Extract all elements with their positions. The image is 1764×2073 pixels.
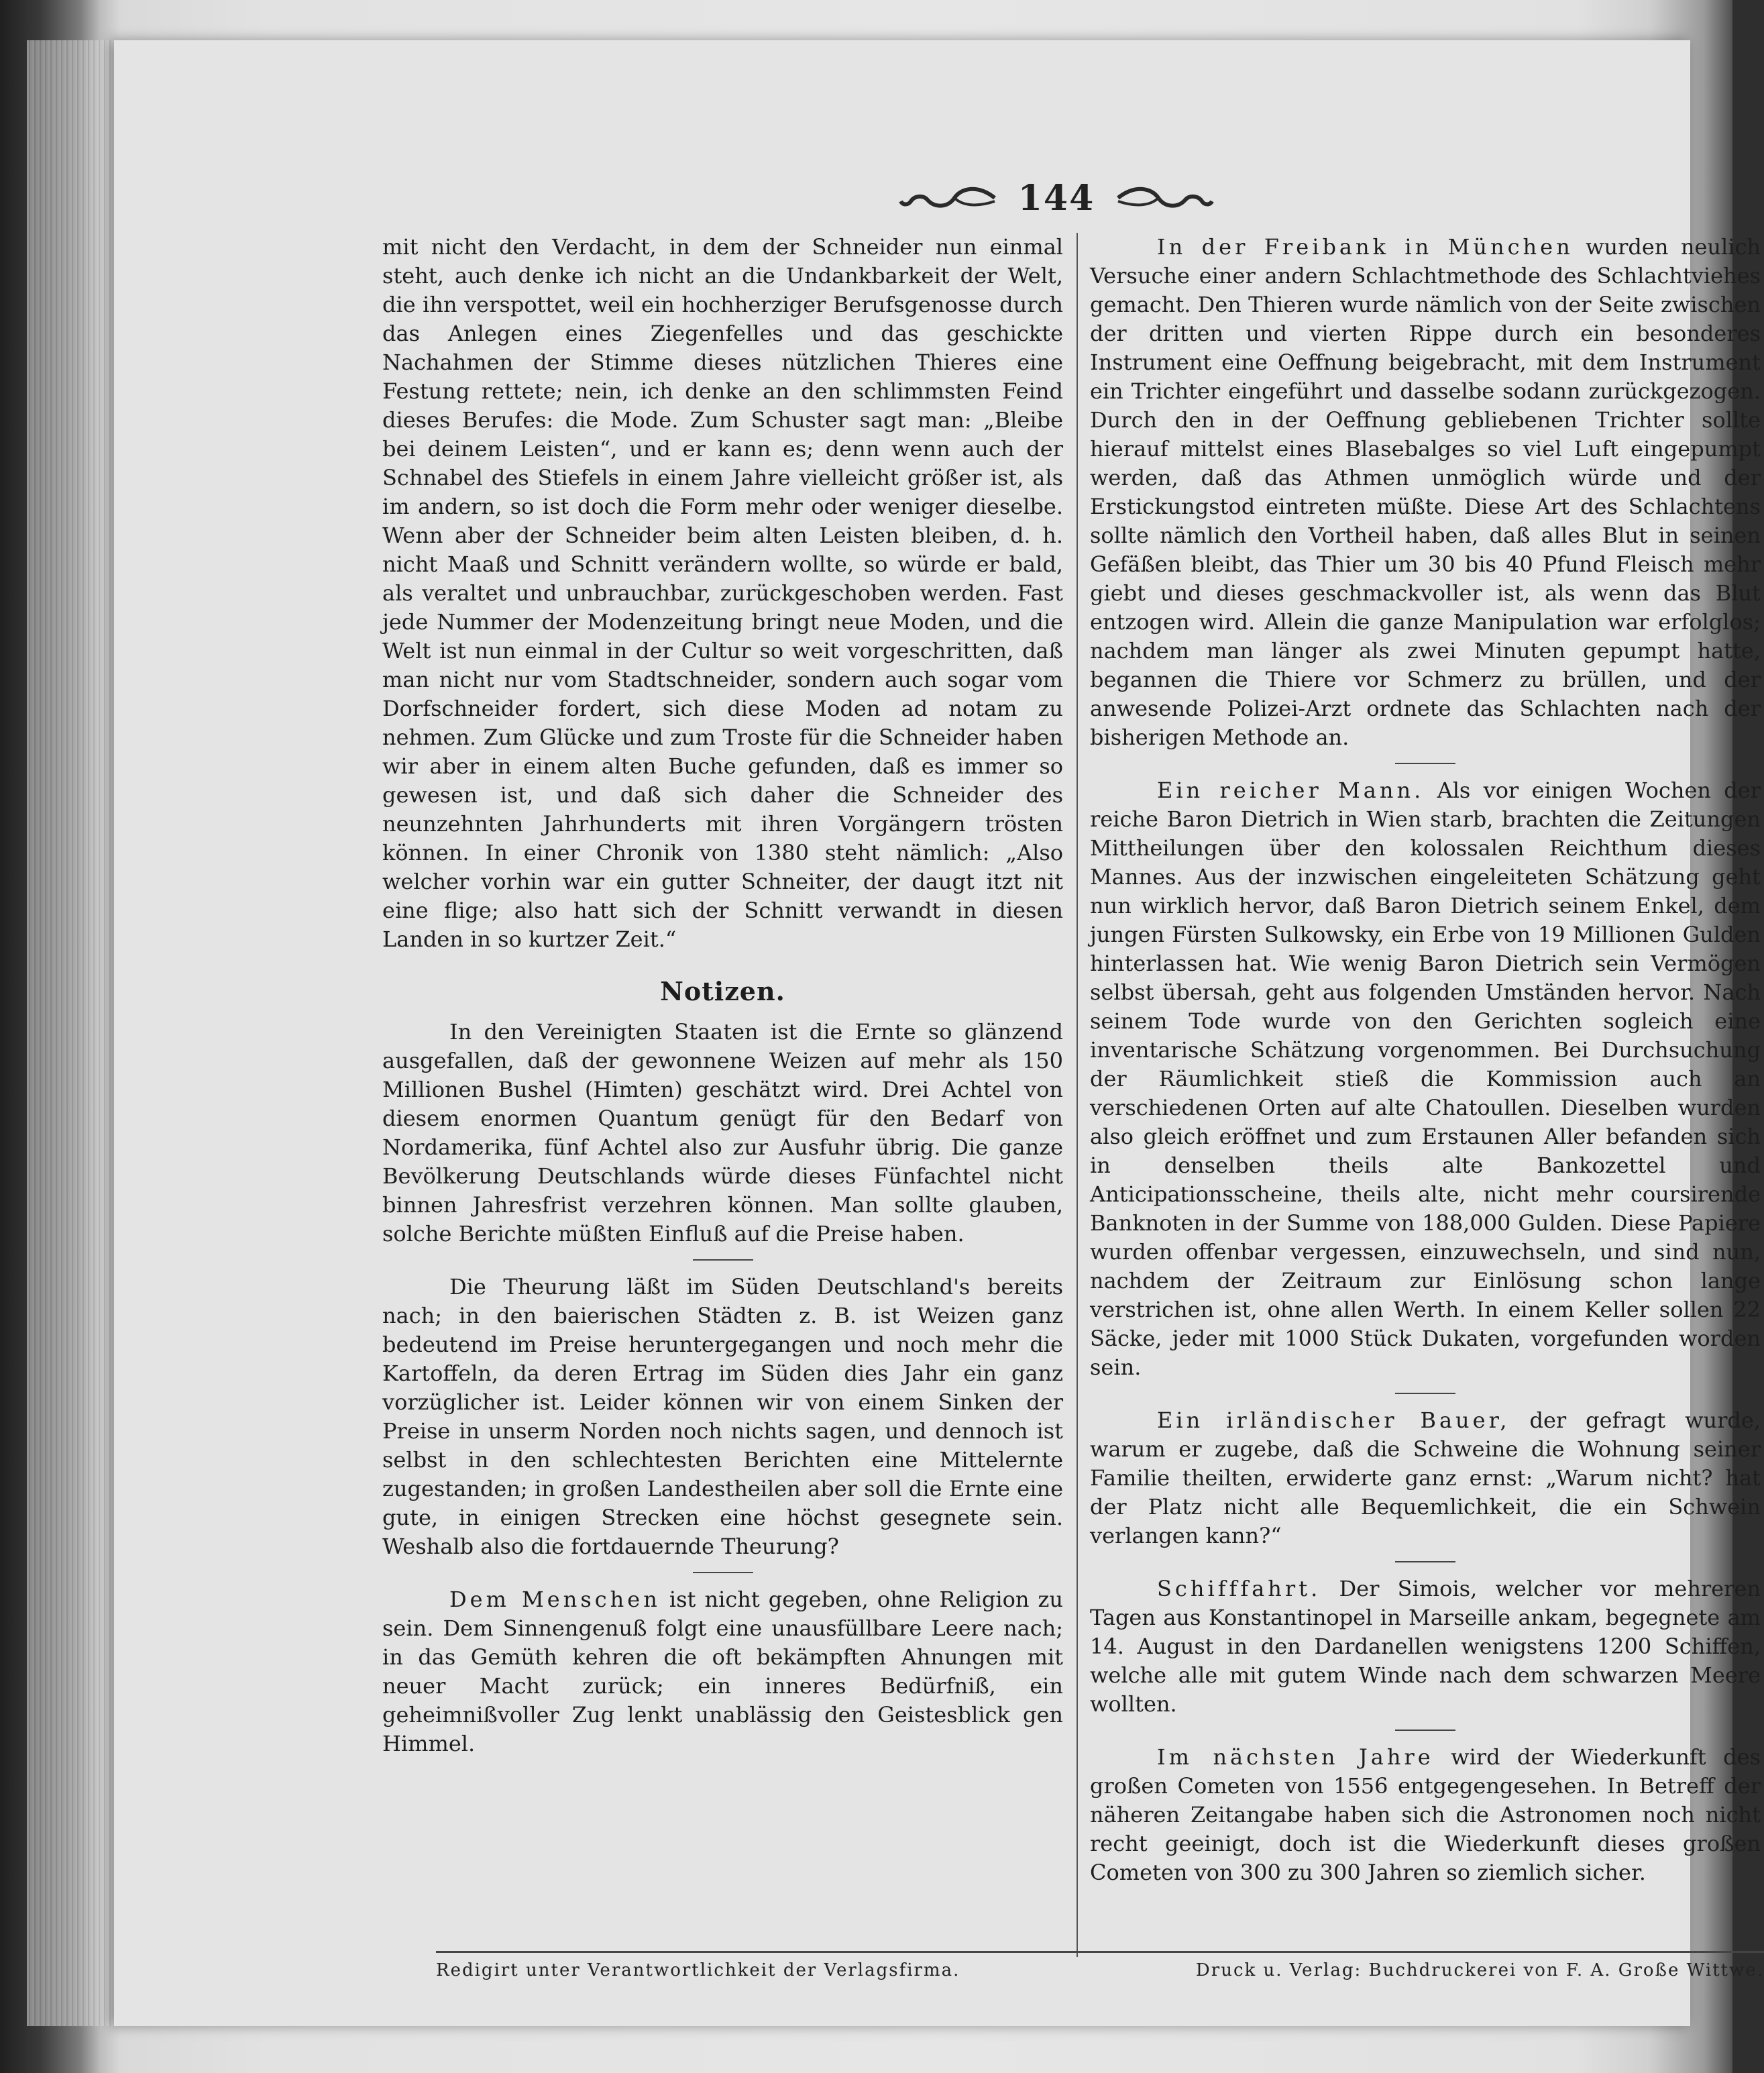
editor-note: Redigirt unter Verantwortlichkeit der Verlagsfirma. <box>436 1960 960 1980</box>
printer-note: Druck u. Verlag: Buchdruckerei von F. A. Große Wittwe. <box>1195 1960 1764 1980</box>
separator <box>1395 763 1455 764</box>
notice-lead: Dem Menschen <box>449 1587 661 1612</box>
notice-shipping <box>1090 1575 1761 1719</box>
footer-rule <box>436 1951 1764 1953</box>
separator <box>693 1259 753 1261</box>
page-header <box>899 171 1214 225</box>
notice-lead: In der Freibank in München <box>1157 234 1574 260</box>
notice-comet <box>1090 1743 1761 1887</box>
notice-lead: Im nächsten Jahre <box>1157 1744 1434 1770</box>
left-ornament-icon <box>897 181 998 215</box>
separator <box>693 1572 753 1573</box>
notice-body: wurden neulich Versuche einer andern Schlachtmethode des Schlachtviehes gemacht. Den Thieren wurde nämlich von der Seite zwischen der dritten und vierten Rippe durch ein besonderes Instrument eine Oeffnung beigebracht, mit dem Instrument ein Trichter eingeführt und dasselbe sodann zurückgezogen. Durch den in der Oeffnung gebliebenen Trichter sollte hierauf mittelst eines Blasebalges so viel Luft eingepumpt werden, daß das Athmen unmöglich würde und der Erstickungstod eintreten müßte. Diese Art des Schlachtens sollte nämlich den Vortheil haben, daß alles Blut in seinen Gefäßen bleibt, das Thier um 30 bis 40 Pfund Fleisch mehr giebt und dieses geschmackvoller ist, als wenn das Blut entzogen wird. Allein die ganze Manipulation war erfolglos; nachdem man länger als zwei Minuten gepumpt hatte, begannen die Thiere vor Schmerz zu brüllen, und der anwesende Polizei-Arzt ordnete das Schlachten nach der bisherigen Methode an. <box>1090 234 1761 750</box>
left-column <box>382 233 1063 1939</box>
separator <box>1395 1561 1455 1562</box>
notice-lead: Ein reicher Mann. <box>1157 778 1425 803</box>
notice-body: Der Simois, welcher vor mehreren Tagen aus Konstantinopel in Marseille ankam, begegnete am 14. August in den Dardanellen wenigstens 1200 Schiffen, welche alle mit gutem Winde nach dem schwarzen Meere wollten. <box>1090 1576 1761 1717</box>
right-column <box>1090 233 1761 1939</box>
notice-lead: Schifffahrt. <box>1157 1576 1321 1601</box>
notice-religion <box>382 1585 1063 1758</box>
notice-body: Als vor einigen Wochen der reiche Baron Dietrich in Wien starb, brachten die Zeitungen Mittheilungen über den kolossalen Reichthum dieses Mannes. Aus der inzwischen eingeleiteten Schätzung geht nun wirklich hervor, daß Baron Dietrich seinem Enkel, dem jungen Fürsten Sulkowsky, ein Erbe von 19 Millionen Gulden hinterlassen hat. Wie wenig Baron Dietrich sein Vermögen selbst übersah, geht aus folgenden Umständen hervor. Nach seinem Tode wurde von den Gerichten sogleich eine inventarische Schätzung vorgenommen. Bei Durchsuchung der Räumlichkeit stieß die Kommission auch an verschiedenen Orten auf alte Chatoullen. Dieselben wurden also gleich eröffnet und zum Erstaunen Aller befanden sich in denselben theils alte Bankozettel und Anticipationsscheine, theils alte, nicht mehr coursirende Banknoten in der Summe von 188,000 Gulden. Diese Papiere wurden offenbar vergessen, einzuwechseln, und sind nun, nachdem der Zeitraum zur Einlösung schon lange verstrichen ist, ohne allen Werth. In einem Keller sollen 22 Säcke, jeder mit 1000 Stück Dukaten, vorgefunden worden sein. <box>1090 778 1761 1380</box>
notice-harvest-usa: In den Vereinigten Staaten ist die Ernte so glänzend ausgefallen, daß der gewonnene Weizen auf mehr als 150 Millionen Bushel (Himten) geschätzt wird. Drei Achtel von diesem enormen Quantum genügt für den Bedarf von Nordamerika, fünf Achtel also zur Ausfuhr übrig. Die ganze Bevölkerung Deutschlands würde dieses Fünfachtel nicht binnen Jahresfrist verzehren können. Man sollte glauben, solche Berichte müßten Einfluß auf die Preise haben. <box>382 1019 1063 1246</box>
notice-body: wird der Wiederkunft des großen Cometen von 1556 entgegengesehen. In Betreff der näheren Zeitangabe haben sich die Astronomen noch nicht recht geeinigt, doch ist die Wiederkunft dieses großen Cometen von 300 zu 300 Jahren so ziemlich sicher. <box>1090 1744 1761 1885</box>
page-edges <box>27 40 114 2026</box>
notice-price-inflation: Die Theurung läßt im Süden Deutschland's bereits nach; in den baierischen Städten z. B. ist Weizen ganz bedeutend im Preise heruntergegangen und noch mehr die Kartoffeln, da deren Ertrag im Süden dies Jahr ein ganz vorzüglicher ist. Leider können wir von einem Sinken der Preise in unserm Norden noch nichts sagen, und dennoch ist selbst in den schlechtesten Berichten eine Mittelernte zugestanden; in großen Landestheilen aber soll die Ernte eine gute, in einigen Strecken eine höchst gesegnete sein. Weshalb also die fortdauernde Theurung? <box>382 1274 1063 1559</box>
imprint-footer <box>436 1960 1764 1980</box>
page-number: 144 <box>1017 177 1095 219</box>
continued-article-text: mit nicht den Verdacht, in dem der Schneider nun einmal steht, auch denke ich nicht an die Undankbarkeit der Welt, die ihn verspottet, weil ein hochherziger Berufsgenosse durch das Anlegen eines Ziegenfelles und das geschickte Nachahmen der Stimme dieses nützlichen Thieres eine Festung rettete; nein, ich denke an den schlimmsten Feind dieses Berufes: die Mode. Zum Schuster sagt man: „Bleibe bei deinem Leisten“, und er kann es; denn wenn auch der Schnabel des Stiefels in einem Jahre vielleicht größer ist, als im andern, so ist doch die Form mehr oder weniger dieselbe. Wenn aber der Schneider beim alten Leisten bleiben, d. h. nicht Maaß und Schnitt verändern wollte, so würde er bald, als veraltet und unbrauchbar, zurückgeschoben werden. Fast jede Nummer der Modenzeitung bringt neue Moden, und die Welt ist nun einmal in der Cultur so weit vorgeschritten, daß man nicht nur vom Stadtschneider, sondern auch sogar vom Dorfschneider fordert, sich diese Moden ad notam zu nehmen. Zum Glücke und zum Troste für die Schneider haben wir aber in einem alten Buche gefunden, daß es immer so gewesen ist, und daß sich daher die Schneider des neunzehnten Jahrhunderts mit ihren Vorgängern trösten können. In einer Chronik von 1380 steht nämlich: „Also welcher vorhin war ein gutter Schneiter, der daugt itzt nit eine flige; also hatt sich der Schnitt verwandt in diesen Landen in so kurtzer Zeit.“ <box>382 234 1063 952</box>
separator <box>1395 1393 1455 1394</box>
notice-lead: Ein irländischer Bauer, <box>1157 1407 1510 1433</box>
notice-body: der gefragt wurde, warum er zugebe, daß die Schweine die Wohnung seiner Familie theilten, erwiderte ganz ernst: „Warum nicht? hat der Platz nicht alle Bequemlichkeit, die ein Schwein verlangen kann?“ <box>1090 1407 1761 1548</box>
notice-irish-farmer <box>1090 1406 1761 1550</box>
section-heading-notizen: Notizen. <box>660 976 785 1006</box>
separator <box>1395 1730 1455 1731</box>
notice-slaughter-method <box>1090 233 1761 752</box>
notice-body: ist nicht gegeben, ohne Religion zu sein. Dem Sinnengenuß folgt eine unausfüllbare Leere nach; in das Gemüth kehren die oft bekämpften Ahnungen mit neuer Macht zurück; ein inneres Bedürfniß, ein geheimnißvoller Zug lenkt unablässig den Geistesblick gen Himmel. <box>382 1587 1064 1756</box>
right-ornament-icon <box>1115 181 1215 215</box>
notice-rich-man <box>1090 776 1761 1382</box>
book-page <box>114 40 1764 2026</box>
column-divider <box>1077 233 1078 1957</box>
